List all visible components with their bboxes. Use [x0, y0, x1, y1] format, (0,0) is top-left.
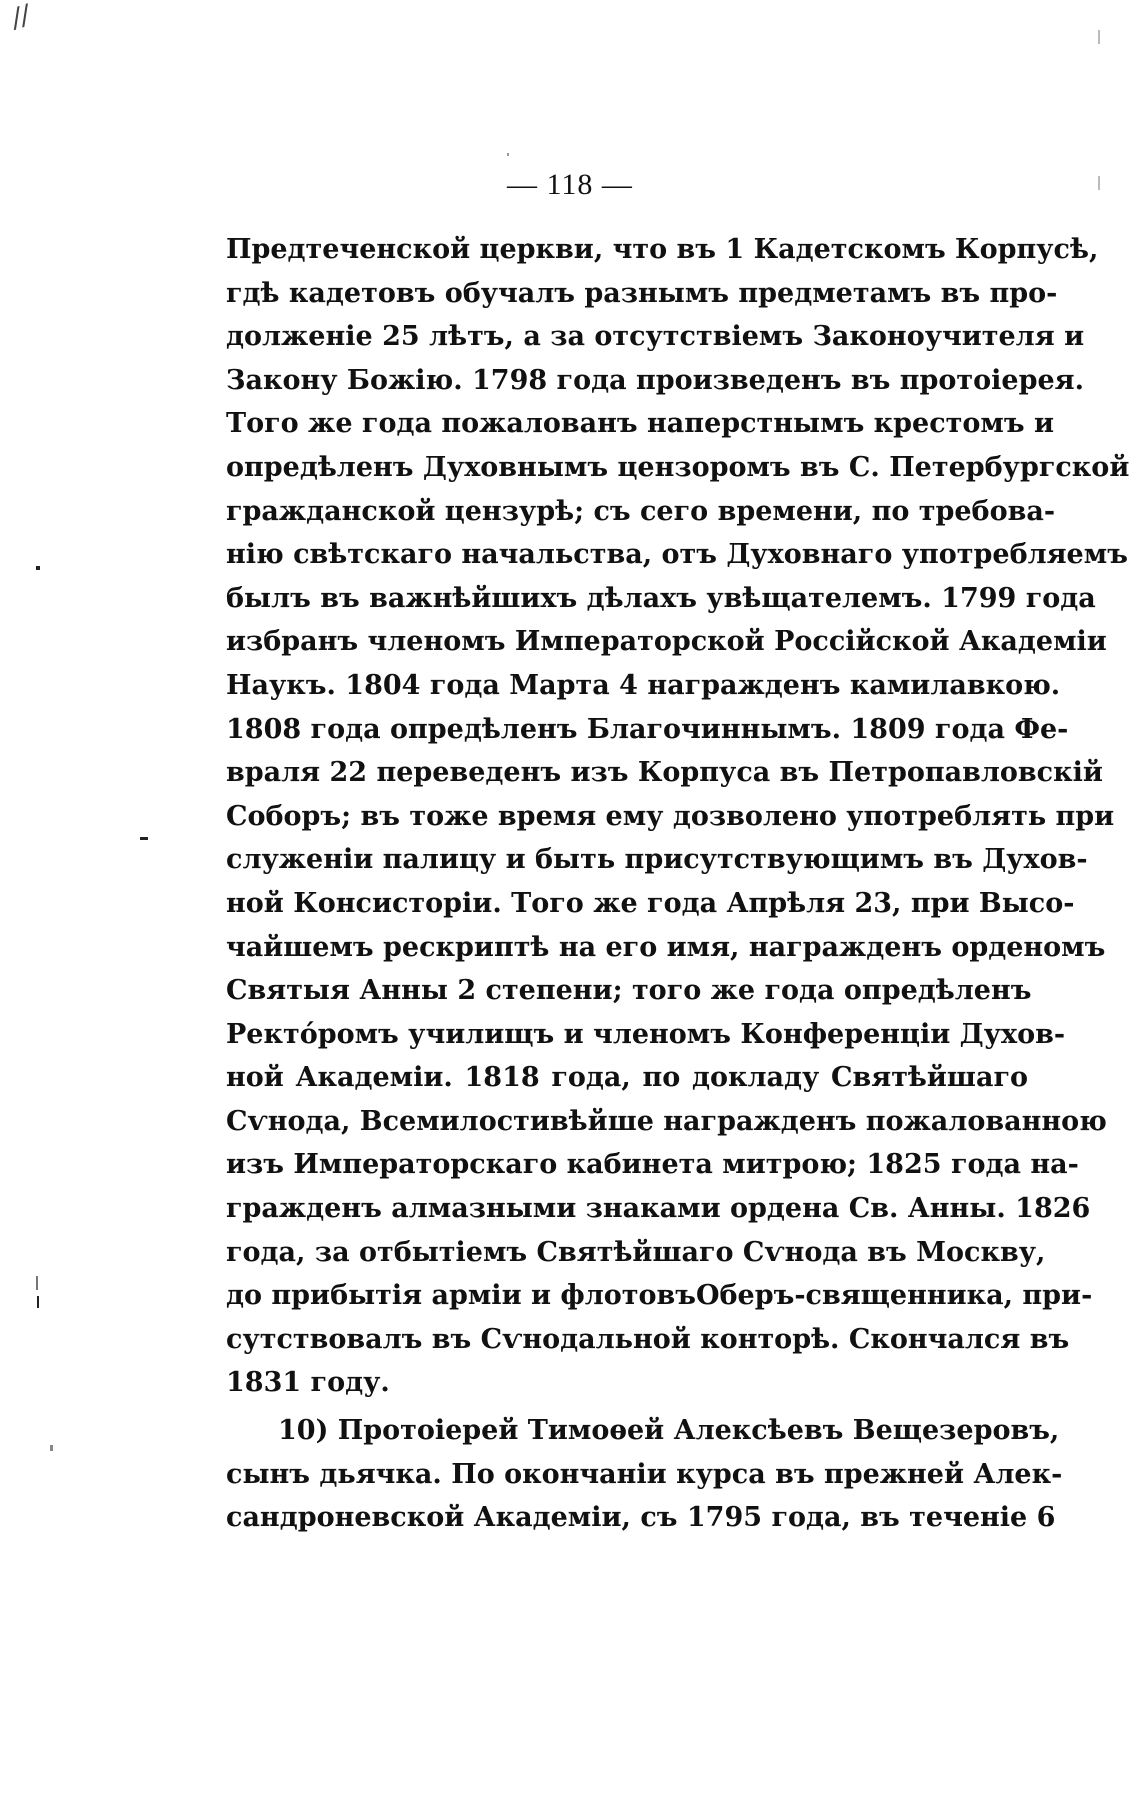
speck	[1098, 176, 1100, 190]
speck	[140, 837, 148, 840]
text-line: Соборъ; въ тоже время ему дозволено употреблять при	[226, 800, 1115, 832]
text-line: Святыя Анны 2 степени; того же года опредѣленъ	[226, 975, 1032, 1007]
text-line: до прибытія арміи и флотовъОберъ-священника, при-	[226, 1280, 1093, 1312]
text-line: гражденъ алмазными знаками ордена Св. Анны. 1826	[226, 1193, 1091, 1225]
text-line: года, за отбытіемъ Святѣйшаго Сѵнода въ Москву,	[226, 1236, 1046, 1268]
text-line: ной Академіи. 1818 года, по докладу Святѣйшаго	[226, 1062, 1028, 1094]
text-line: Наукъ. 1804 года Марта 4 награжденъ камилавкою.	[226, 669, 1061, 701]
text-line: гдѣ кадетовъ обучалъ разнымъ предметамъ въ про-	[226, 277, 1058, 309]
text-line: Предтеченской церкви, что въ 1 Кадетскомъ Корпусѣ,	[226, 234, 1099, 265]
text-line: сынъ дьячка. По окончаніи курса въ прежней Алек-	[226, 1458, 1063, 1490]
text-line: 1831 году.	[226, 1367, 390, 1399]
text-line: 10) Протоіерей Тимоѳей Алексѣевъ Вещезеровъ,	[278, 1415, 1060, 1447]
speck	[50, 1445, 53, 1451]
speck	[507, 153, 509, 156]
body-text	[226, 228, 1130, 1540]
text-line: былъ въ важнѣйшихъ дѣлахъ увѣщателемъ. 1799 года	[226, 582, 1096, 614]
text-line: сутствовалъ въ Сѵнодальной конторѣ. Скончался въ	[226, 1323, 1070, 1355]
paragraph	[226, 228, 1130, 1405]
text-line: враля 22 переведенъ изъ Корпуса въ Петропавловскій	[226, 757, 1103, 789]
paragraph	[226, 1409, 1063, 1540]
text-line: гражданской цензурѣ; съ сего времени, по требова-	[226, 495, 1056, 527]
speck	[1098, 30, 1100, 44]
speck	[36, 1276, 38, 1290]
text-line: долженіе 25 лѣтъ, а за отсутствіемъ Законоучителя и	[226, 321, 1085, 353]
text-line: сандроневской Академіи, съ 1795 года, въ теченіе 6	[226, 1502, 1056, 1534]
text-line: чайшемъ рескриптѣ на его имя, награжденъ орденомъ	[226, 931, 1106, 963]
text-line: 1808 года опредѣленъ Благочиннымъ. 1809 года Фе-	[226, 713, 1069, 745]
text-line: изъ Императорскаго кабинета митрою; 1825 года на-	[226, 1149, 1079, 1181]
text-line: опредѣленъ Духовнымъ цензоромъ въ С. Петербургской	[226, 451, 1130, 483]
text-line: избранъ членомъ Императорской Россійской Академіи	[226, 626, 1107, 658]
text-line: Сѵнода, Всемилостивѣйше награжденъ пожалованною	[226, 1105, 1107, 1137]
speck	[37, 1296, 39, 1308]
speck	[36, 566, 40, 570]
page-number: — 118 —	[507, 168, 633, 201]
text-line: ной Консисторіи. Того же года Апрѣля 23, при Высо-	[226, 887, 1075, 919]
text-line: нію свѣтскаго начальства, отъ Духовнаго употребляемъ	[226, 539, 1128, 571]
corner-pencil-mark: //	[7, 0, 34, 34]
text-line: Ректóромъ училищъ и членомъ Конференціи Духов-	[226, 1018, 1066, 1050]
text-line: служеніи палицу и быть присутствующимъ въ Духов-	[226, 844, 1088, 876]
text-line: Того же года пожалованъ наперстнымъ крестомъ и	[226, 408, 1055, 440]
text-line: Закону Божію. 1798 года произведенъ въ протоіерея.	[226, 364, 1084, 396]
